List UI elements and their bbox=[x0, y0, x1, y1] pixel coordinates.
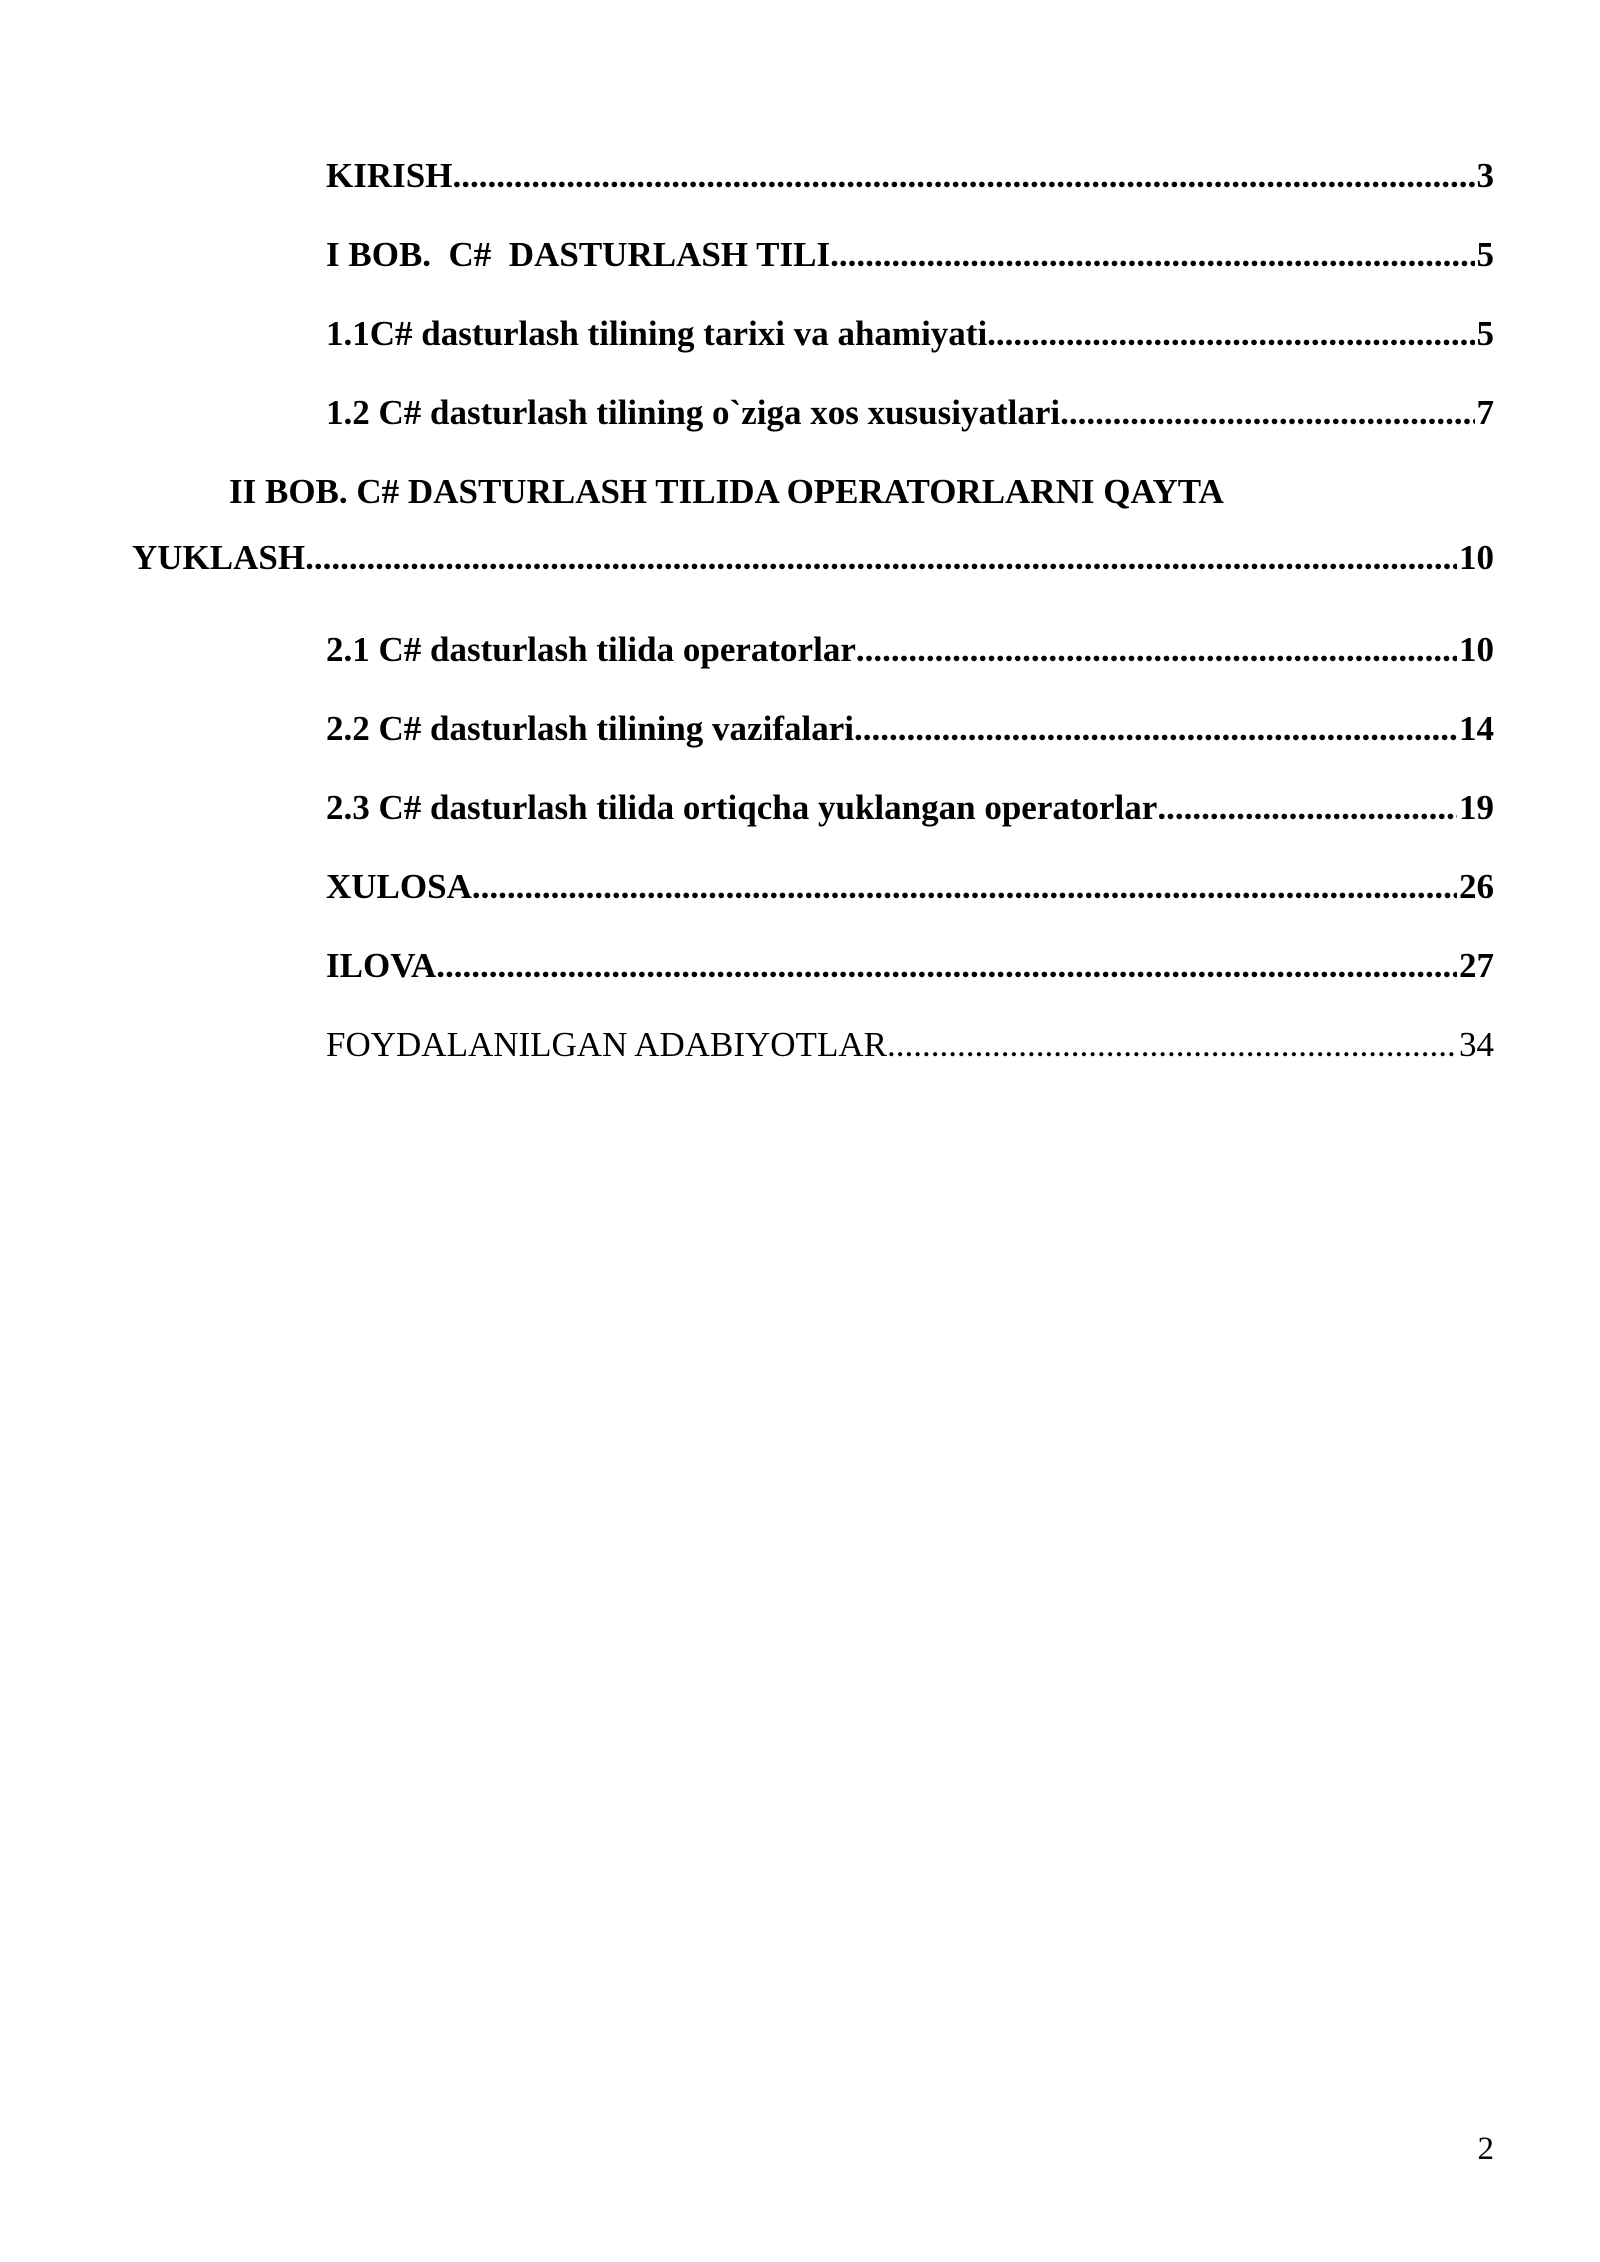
table-of-contents bbox=[132, 148, 1494, 1096]
dot-leader bbox=[854, 701, 1457, 757]
dot-leader bbox=[887, 1017, 1457, 1073]
dot-leader bbox=[1060, 385, 1474, 441]
toc-entry-page: 10 bbox=[1459, 630, 1494, 669]
toc-entry-section-2-1[interactable] bbox=[229, 622, 1494, 701]
toc-entry-page: 26 bbox=[1459, 867, 1494, 906]
toc-entry-title: ILOVA bbox=[326, 938, 436, 994]
dot-leader bbox=[436, 938, 1457, 994]
toc-entry-title: 1.2 C# dasturlash tilining o`ziga xos xususiyatlari bbox=[326, 385, 1060, 441]
toc-entry-title: 2.3 C# dasturlash tilida ortiqcha yuklangan operatorlar bbox=[326, 780, 1157, 836]
toc-entry-page: 27 bbox=[1459, 946, 1494, 985]
toc-entry-xulosa[interactable] bbox=[229, 859, 1494, 938]
toc-entry-page: 10 bbox=[1459, 538, 1494, 577]
toc-entry-ilova[interactable] bbox=[229, 938, 1494, 1017]
toc-entry-title-line1: II BOB. C# DASTURLASH TILIDA OPERATORLARNI QAYTA bbox=[229, 472, 1224, 511]
toc-entry-section-2-3[interactable] bbox=[229, 780, 1494, 859]
page-number: 2 bbox=[1477, 2131, 1494, 2167]
dot-leader bbox=[472, 859, 1457, 915]
dot-leader bbox=[987, 306, 1474, 362]
toc-entry-title: FOYDALANILGAN ADABIYOTLAR bbox=[326, 1017, 887, 1073]
toc-entry-title: I BOB. C# DASTURLASH TILI bbox=[326, 227, 830, 283]
toc-entry-page: 3 bbox=[1476, 156, 1494, 195]
toc-entry-page: 34 bbox=[1459, 1025, 1494, 1064]
dot-leader bbox=[856, 622, 1457, 678]
toc-entry-section-2-2[interactable] bbox=[229, 701, 1494, 780]
toc-entry-title: 1.1C# dasturlash tilining tarixi va ahamiyati bbox=[326, 306, 987, 362]
toc-entry-chapter-1[interactable] bbox=[229, 227, 1494, 306]
toc-entry-page: 5 bbox=[1476, 235, 1494, 274]
toc-entry-title: 2.2 C# dasturlash tilining vazifalari bbox=[326, 701, 854, 757]
toc-entry-chapter-2[interactable] bbox=[132, 464, 1494, 622]
dot-leader bbox=[1157, 780, 1457, 836]
toc-entry-title: XULOSA bbox=[326, 859, 472, 915]
toc-entry-page: 5 bbox=[1476, 314, 1494, 353]
toc-entry-section-1-1[interactable] bbox=[229, 306, 1494, 385]
dot-leader bbox=[452, 148, 1474, 204]
dot-leader bbox=[830, 227, 1474, 283]
toc-entry-section-1-2[interactable] bbox=[229, 385, 1494, 464]
dot-leader bbox=[305, 530, 1457, 586]
toc-entry-title-line2: YUKLASH bbox=[132, 530, 305, 586]
toc-entry-title: 2.1 C# dasturlash tilida operatorlar bbox=[326, 622, 856, 678]
toc-entry-page: 19 bbox=[1459, 788, 1494, 827]
toc-entry-page: 7 bbox=[1476, 393, 1494, 432]
toc-entry-kirish[interactable] bbox=[229, 148, 1494, 227]
toc-entry-page: 14 bbox=[1459, 709, 1494, 748]
toc-entry-title: KIRISH bbox=[326, 148, 452, 204]
toc-entry-references[interactable] bbox=[229, 1017, 1494, 1096]
